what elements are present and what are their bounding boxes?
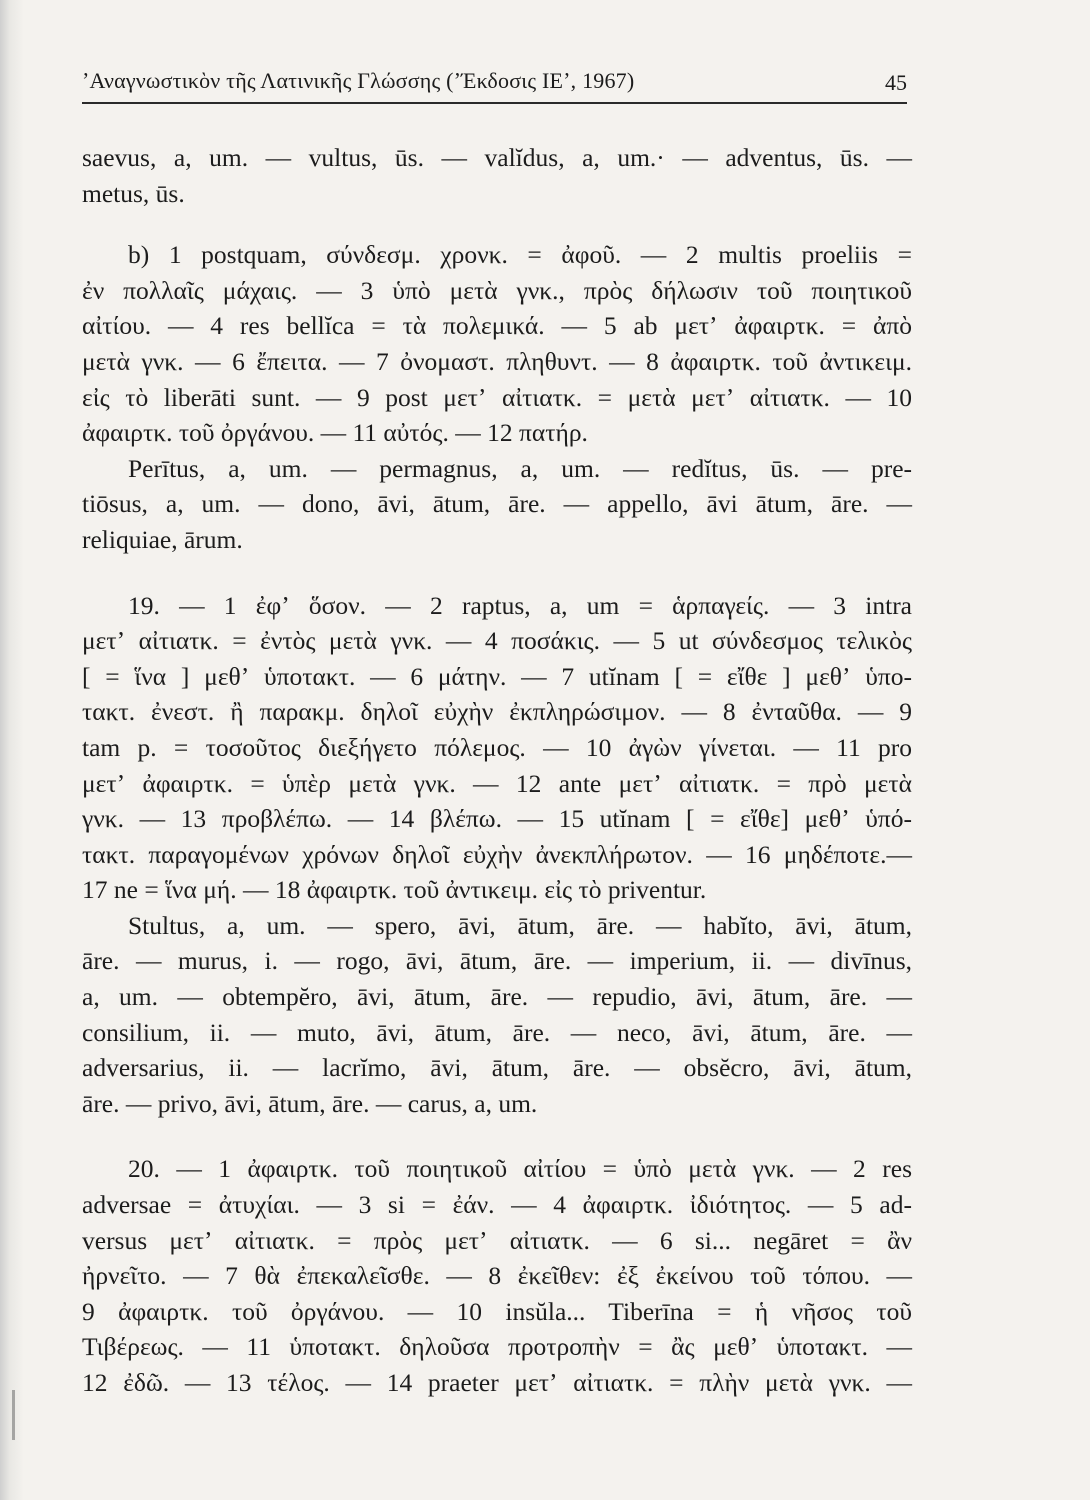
text-line: 9 ἀφαιρτκ. τοῦ ὀργάνου. — 10 insŭla... Tiberīna = ἡ νῆσος τοῦ <box>82 1296 912 1326</box>
text-line: metus, ūs. <box>82 178 185 208</box>
text-line: adversae = ἀτυχίαι. — 3 si = ἐάν. — 4 ἀφαιρτκ. ἰδιότητος. — 5 ad- <box>82 1190 912 1220</box>
text-line: adversarius, ii. — lacrĭmo, āvi, ātum, āre. — obsĕcro, āvi, ātum, <box>82 1053 912 1083</box>
text-line: ἀφαιρτκ. τοῦ ὀργάνου. — 11 αὐτός. — 12 πατήρ. <box>82 418 588 448</box>
page-header <box>82 66 907 104</box>
text-line: tiōsus, a, um. — dono, āvi, ātum, āre. — appello, āvi ātum, āre. — <box>82 489 912 519</box>
text-line: 17 ne = ἵνα μή. — 18 ἀφαιρτκ. τοῦ ἀντικειμ. εἰς τὸ priventur. <box>82 875 707 905</box>
text-line: Τιβέρεως. — 11 ὑποτακτ. δηλοῦσα προτροπὴν = ἂς μεθʼ ὑποτακτ. — <box>82 1332 912 1362</box>
vocab-paragraph <box>82 140 912 211</box>
text-line: 19. — 1 ἐφʼ ὅσον. — 2 raptus, a, um = ἁρπαγείς. — 3 intra <box>128 590 912 620</box>
paragraph-gap <box>82 558 912 588</box>
text-line: a, um. — obtempĕro, āvi, ātum, āre. — repudio, āvi, ātum, āre. — <box>82 982 912 1012</box>
text-line: reliquiae, ārum. <box>82 524 243 554</box>
vocab-paragraph <box>82 451 912 558</box>
text-line: μετʼ αἰτιατκ. = ἐντὸς μετὰ γνκ. — 4 ποσάκις. — 5 ut σύνδεσμος τελικὸς <box>82 626 912 656</box>
text-line: [ = ἵνα ] μεθʼ ὑποτακτ. — 6 μάτην. — 7 utĭnam [ = εἴθε ] μεθʼ ὑπο- <box>82 661 912 691</box>
text-line: versus μετʼ αἰτιατκ. = πρὸς μετʼ αἰτιατκ. — 6 si... negāret = ἂν <box>82 1225 912 1255</box>
text-line: consilium, ii. — muto, āvi, ātum, āre. — neco, āvi, ātum, āre. — <box>82 1017 912 1047</box>
text-line: āre. — privo, āvi, ātum, āre. — carus, a, um. <box>82 1088 538 1118</box>
text-line: tam p. = τοσοῦτος διεξήγετο πόλεμος. — 10 ἀγὼν γίνεται. — 11 pro <box>82 732 912 762</box>
text-line: 12 ἐδῶ. — 13 τέλος. — 14 praeter μετʼ αἰτιατκ. = πλὴν μετὰ γνκ. — <box>82 1368 912 1397</box>
text-line: τακτ. ἐνεστ. ἢ παρακμ. δηλοῖ εὐχὴν ἐκπληρώσιμον. — 8 ἐνταῦθα. — 9 <box>82 697 912 727</box>
text-line: saevus, a, um. — vultus, ūs. — valĭdus, a, um.· — adventus, ūs. — <box>82 143 912 172</box>
vocab-paragraph <box>82 908 912 1122</box>
paragraph-gap <box>82 211 912 237</box>
body-text <box>82 140 912 1401</box>
text-line: 20. — 1 ἀφαιρτκ. τοῦ ποιητικοῦ αἰτίου = ὑπὸ μετὰ γνκ. — 2 res <box>128 1154 912 1184</box>
text-line: τακτ. παραγομένων χρόνων δηλοῖ εὐχὴν ἀνεκπλήρωτον. — 16 μηδέποτε.— <box>82 839 912 869</box>
text-line: αἰτίου. — 4 res bellĭca = τὰ πολεμικά. — 5 ab μετʼ ἀφαιρτκ. = ἀπὸ <box>82 311 912 341</box>
page-number: 45 <box>885 70 907 95</box>
text-line: μετʼ ἀφαιρτκ. = ὑπὲρ μετὰ γνκ. — 12 ante μετʼ αἰτιατκ. = πρὸ μετὰ <box>82 768 912 798</box>
text-line: b) 1 postquam, σύνδεσμ. χρονκ. = ἀφοῦ. — 2 multis proeliis = <box>128 240 912 270</box>
notes-paragraph-b <box>82 237 912 451</box>
text-line: ἐν πολλαῖς μάχαις. — 3 ὑπὸ μετὰ γνκ., πρὸς δήλωσιν τοῦ ποιητικοῦ <box>82 275 912 305</box>
text-line: Stultus, a, um. — spero, āvi, ātum, āre. — habĭto, āvi, ātum, <box>128 910 912 940</box>
scan-edge-mark <box>12 1390 15 1440</box>
text-line: γνκ. — 13 προβλέπω. — 14 βλέπω. — 15 utĭnam [ = εἴθε] μεθʼ ὑπό- <box>82 804 912 834</box>
text-line: εἰς τὸ liberāti sunt. — 9 post μετʼ αἰτιατκ. = μετὰ μετʼ αἰτιατκ. — 10 <box>82 382 912 412</box>
text-line: Perītus, a, um. — permagnus, a, um. — redĭtus, ūs. — pre- <box>128 453 912 483</box>
notes-paragraph-19 <box>82 588 912 908</box>
notes-paragraph-20 <box>82 1151 912 1400</box>
text-line: μετὰ γνκ. — 6 ἔπειτα. — 7 ὀνομαστ. πληθυντ. — 8 ἀφαιρτκ. τοῦ ἀντικειμ. <box>82 346 912 376</box>
paragraph-gap <box>82 1121 912 1151</box>
text-line: ἠρνεῖτο. — 7 θὰ ἐπεκαλεῖσθε. — 8 ἐκεῖθεν: ἐξ ἐκείνου τοῦ τόπου. — <box>82 1261 912 1291</box>
text-line: āre. — murus, i. — rogo, āvi, ātum, āre. — imperium, ii. — divīnus, <box>82 946 912 976</box>
running-head: ʼΑναγνωστικὸν τῆς Λατινικῆς Γλώσσης (ʼΈκδοσις ΙΕʼ, 1967) <box>82 68 635 93</box>
